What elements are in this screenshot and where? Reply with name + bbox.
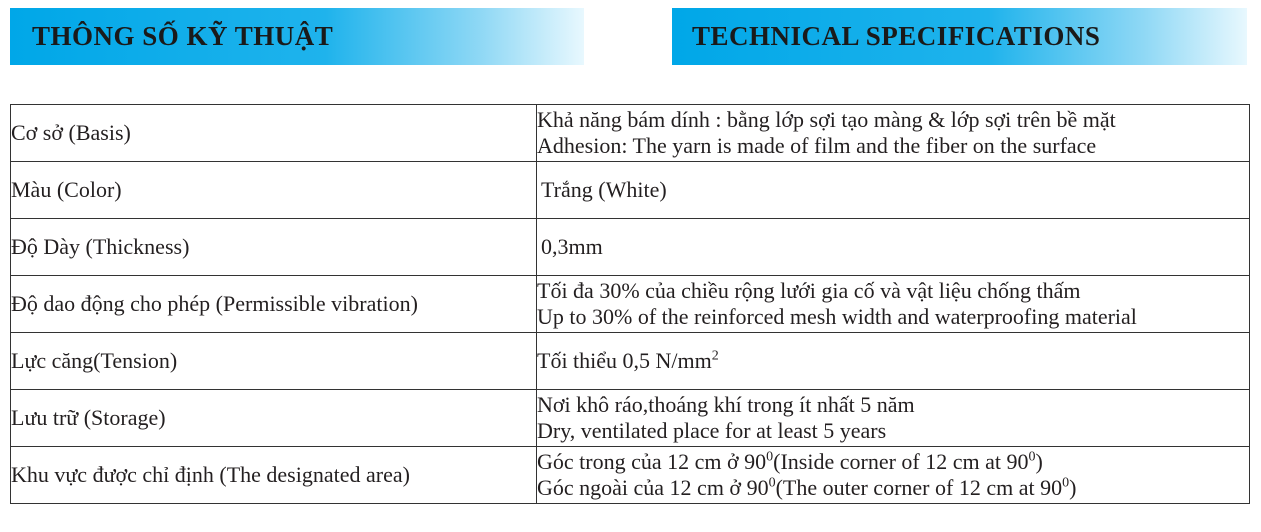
value-text: (Inside corner of 12 cm at 90 bbox=[773, 449, 1029, 474]
row-label: Độ dao động cho phép (Permissible vibration) bbox=[11, 276, 537, 333]
table-row-tension bbox=[11, 333, 1250, 390]
row-value bbox=[537, 105, 1250, 162]
table-row-vibration bbox=[11, 276, 1250, 333]
value-line: Trắng (White) bbox=[541, 177, 667, 202]
row-label: Lực căng(Tension) bbox=[11, 333, 537, 390]
row-value bbox=[537, 162, 1250, 219]
superscript: 0 bbox=[768, 475, 776, 491]
spec-table bbox=[10, 104, 1250, 504]
value-line: 0,3mm bbox=[541, 234, 603, 259]
value-line bbox=[537, 475, 1249, 501]
value-text: Góc trong của 12 cm ở 90 bbox=[537, 449, 767, 474]
table-row-color bbox=[11, 162, 1250, 219]
table-row-thickness bbox=[11, 219, 1250, 276]
en-title: TECHNICAL SPECIFICATIONS bbox=[692, 21, 1101, 51]
value-line: Adhesion: The yarn is made of film and the fiber on the surface bbox=[537, 133, 1097, 158]
row-value bbox=[537, 390, 1250, 447]
en-title-banner bbox=[672, 8, 1247, 65]
table-row-storage bbox=[11, 390, 1250, 447]
row-value bbox=[537, 447, 1250, 504]
row-label: Lưu trữ (Storage) bbox=[11, 390, 537, 447]
value-line: Up to 30% of the reinforced mesh width and waterproofing material bbox=[537, 304, 1137, 329]
superscript: 0 bbox=[1028, 449, 1036, 465]
row-label: Khu vực được chỉ định (The designated area) bbox=[11, 447, 537, 504]
row-value bbox=[537, 333, 1250, 390]
superscript: 0 bbox=[1062, 475, 1070, 491]
value-line: Tối đa 30% của chiều rộng lưới gia cố và vật liệu chống thấm bbox=[537, 278, 1081, 303]
row-label: Màu (Color) bbox=[11, 162, 537, 219]
row-value bbox=[537, 219, 1250, 276]
row-label: Độ Dày (Thickness) bbox=[11, 219, 537, 276]
value-line: Dry, ventilated place for at least 5 years bbox=[537, 418, 887, 443]
row-value bbox=[537, 276, 1250, 333]
superscript: 2 bbox=[711, 348, 719, 364]
value-text: Góc ngoài của 12 cm ở 90 bbox=[537, 475, 769, 500]
row-label: Cơ sở (Basis) bbox=[11, 105, 537, 162]
value-line bbox=[537, 449, 1249, 475]
table-row-basis bbox=[11, 105, 1250, 162]
table-row-designated-area bbox=[11, 447, 1250, 504]
value-text: ) bbox=[1069, 475, 1077, 500]
value-text: (The outer corner of 12 cm at 90 bbox=[775, 475, 1063, 500]
vi-title: THÔNG SỐ KỸ THUẬT bbox=[32, 21, 334, 51]
value-line: Khả năng bám dính : bằng lớp sợi tạo màng & lớp sợi trên bề mặt bbox=[537, 107, 1116, 132]
value-line: Nơi khô ráo,thoáng khí trong ít nhất 5 năm bbox=[537, 392, 915, 417]
vi-title-banner bbox=[10, 8, 584, 65]
value-text: Tối thiểu 0,5 N/mm bbox=[537, 348, 712, 373]
value-text: ) bbox=[1035, 449, 1043, 474]
superscript: 0 bbox=[766, 449, 774, 465]
